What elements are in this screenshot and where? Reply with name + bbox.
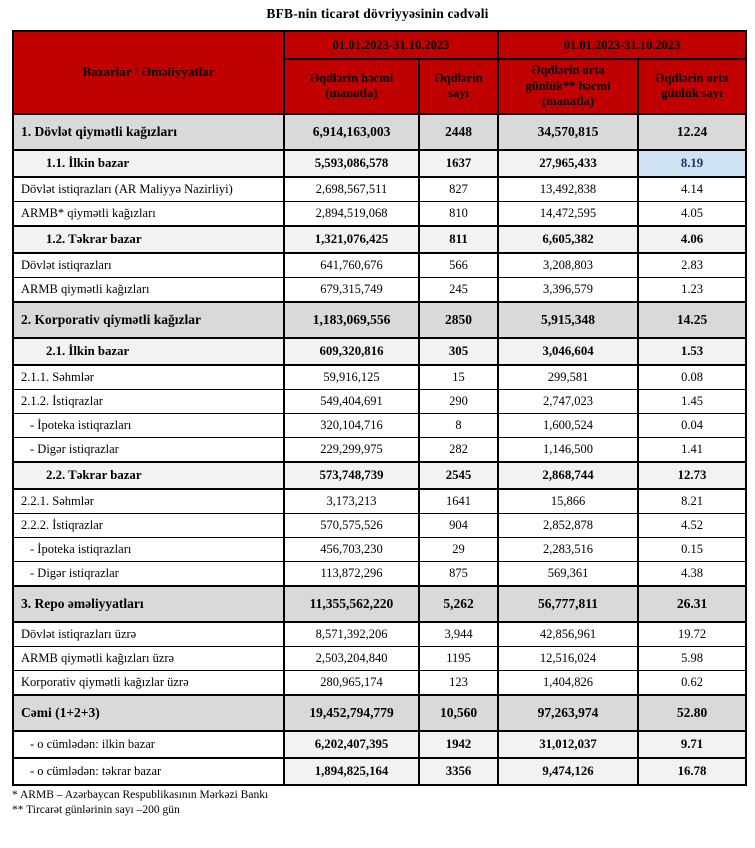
value-cell: 15,866 — [498, 489, 638, 514]
value-cell: 320,104,716 — [284, 413, 419, 437]
value-cell: 641,760,676 — [284, 253, 419, 278]
table-row — [13, 513, 746, 537]
table-row — [13, 586, 746, 622]
value-cell: 299,581 — [498, 365, 638, 390]
table-row — [13, 731, 746, 758]
page-title: BFB-nin ticarət dövriyyəsinin cədvəli — [266, 6, 489, 21]
row-label: - İpoteka istiqrazları — [13, 413, 284, 437]
value-cell: 113,872,296 — [284, 561, 419, 586]
value-cell: 34,570,815 — [498, 114, 638, 150]
table-row — [13, 489, 746, 514]
table-row — [13, 561, 746, 586]
value-cell: 282 — [419, 437, 498, 462]
value-cell: 2,283,516 — [498, 537, 638, 561]
value-cell: 19.72 — [638, 622, 746, 647]
table-row — [13, 537, 746, 561]
value-cell: 97,263,974 — [498, 695, 638, 731]
row-label: 2.2. Təkrar bazar — [13, 462, 284, 489]
value-cell: 15 — [419, 365, 498, 390]
value-cell: 31,012,037 — [498, 731, 638, 758]
table-row — [13, 338, 746, 365]
value-cell: 16.78 — [638, 758, 746, 785]
header-period-2: 01.01.2023-31.10.2023 — [498, 31, 746, 59]
value-cell: 2,747,023 — [498, 389, 638, 413]
table-body — [13, 114, 746, 785]
highlighted-value-cell: 8.19 — [638, 150, 746, 177]
footnotes — [12, 788, 755, 818]
header-period-1: 01.01.2023-31.10.2023 — [284, 31, 498, 59]
value-cell: 904 — [419, 513, 498, 537]
table-row — [13, 695, 746, 731]
value-cell: 1,404,826 — [498, 670, 638, 695]
table-row — [13, 277, 746, 302]
row-label: Dövlət istiqrazları üzrə — [13, 622, 284, 647]
value-cell: 26.31 — [638, 586, 746, 622]
value-cell: 2,852,878 — [498, 513, 638, 537]
value-cell: 12,516,024 — [498, 646, 638, 670]
value-cell: 1.53 — [638, 338, 746, 365]
row-label: - İpoteka istiqrazları — [13, 537, 284, 561]
value-cell: 5,262 — [419, 586, 498, 622]
value-cell: 4.38 — [638, 561, 746, 586]
value-cell: 3356 — [419, 758, 498, 785]
row-label: Korporativ qiymətli kağızlar üzrə — [13, 670, 284, 695]
row-label: ARMB qiymətli kağızları üzrə — [13, 646, 284, 670]
value-cell: 0.04 — [638, 413, 746, 437]
value-cell: 27,965,433 — [498, 150, 638, 177]
value-cell: 56,777,811 — [498, 586, 638, 622]
value-cell: 4.05 — [638, 201, 746, 226]
table-row — [13, 646, 746, 670]
header-sub-daily-volume: Əqdlərin orta günlük** həcmi (manatla) — [498, 59, 638, 114]
value-cell: 12.73 — [638, 462, 746, 489]
row-label: Dövlət istiqrazları — [13, 253, 284, 278]
value-cell: 8 — [419, 413, 498, 437]
value-cell: 2850 — [419, 302, 498, 338]
value-cell: 1,321,076,425 — [284, 226, 419, 253]
table-row — [13, 150, 746, 177]
value-cell: 229,299,975 — [284, 437, 419, 462]
row-label: 2.1.2. İstiqrazlar — [13, 389, 284, 413]
value-cell: 6,914,163,003 — [284, 114, 419, 150]
value-cell: 1.23 — [638, 277, 746, 302]
value-cell: 14,472,595 — [498, 201, 638, 226]
value-cell: 1.45 — [638, 389, 746, 413]
value-cell: 2,894,519,068 — [284, 201, 419, 226]
value-cell: 52.80 — [638, 695, 746, 731]
footnote-trading-days: ** Tircarət günlərinin sayı –200 gün — [12, 803, 180, 816]
value-cell: 1,894,825,164 — [284, 758, 419, 785]
table-row — [13, 302, 746, 338]
value-cell: 679,315,749 — [284, 277, 419, 302]
value-cell: 569,361 — [498, 561, 638, 586]
table-row — [13, 201, 746, 226]
row-label: 1.1. İlkin bazar — [13, 150, 284, 177]
table-row — [13, 670, 746, 695]
value-cell: 13,492,838 — [498, 177, 638, 202]
value-cell: 3,396,579 — [498, 277, 638, 302]
value-cell: 1942 — [419, 731, 498, 758]
row-label: 1.2. Təkrar bazar — [13, 226, 284, 253]
value-cell: 123 — [419, 670, 498, 695]
table-row — [13, 413, 746, 437]
value-cell: 549,404,691 — [284, 389, 419, 413]
row-label: 2.2.1. Səhmlər — [13, 489, 284, 514]
table-row — [13, 253, 746, 278]
table-row — [13, 177, 746, 202]
value-cell: 12.24 — [638, 114, 746, 150]
value-cell: 566 — [419, 253, 498, 278]
header-sub-count: Əqdlərin sayı — [419, 59, 498, 114]
header-sub-volume: Əqdlərin həcmi (manatla) — [284, 59, 419, 114]
value-cell: 245 — [419, 277, 498, 302]
table-row — [13, 758, 746, 785]
value-cell: 2,868,744 — [498, 462, 638, 489]
value-cell: 1,600,524 — [498, 413, 638, 437]
value-cell: 42,856,961 — [498, 622, 638, 647]
value-cell: 1637 — [419, 150, 498, 177]
trading-table — [12, 30, 747, 786]
value-cell: 305 — [419, 338, 498, 365]
row-label: 3. Repo əməliyyatları — [13, 586, 284, 622]
row-label: 1. Dövlət qiymətli kağızları — [13, 114, 284, 150]
value-cell: 4.06 — [638, 226, 746, 253]
value-cell: 827 — [419, 177, 498, 202]
value-cell: 2.83 — [638, 253, 746, 278]
value-cell: 810 — [419, 201, 498, 226]
value-cell: 2,698,567,511 — [284, 177, 419, 202]
row-label: - Digər istiqrazlar — [13, 437, 284, 462]
value-cell: 1641 — [419, 489, 498, 514]
value-cell: 5,915,348 — [498, 302, 638, 338]
row-label: ARMB* qiymətli kağızları — [13, 201, 284, 226]
value-cell: 0.62 — [638, 670, 746, 695]
value-cell: 456,703,230 — [284, 537, 419, 561]
value-cell: 8.21 — [638, 489, 746, 514]
value-cell: 1195 — [419, 646, 498, 670]
row-label: Cəmi (1+2+3) — [13, 695, 284, 731]
value-cell: 14.25 — [638, 302, 746, 338]
value-cell: 10,560 — [419, 695, 498, 731]
footnote-armb: * ARMB – Azərbaycan Respublikasının Mərkəzi Bankı — [12, 788, 269, 801]
value-cell: 811 — [419, 226, 498, 253]
value-cell: 5.98 — [638, 646, 746, 670]
value-cell: 11,355,562,220 — [284, 586, 419, 622]
value-cell: 59,916,125 — [284, 365, 419, 390]
table-row — [13, 462, 746, 489]
header-markets-label: Bazarlar / Əməliyyatlar — [13, 31, 284, 114]
value-cell: 19,452,794,779 — [284, 695, 419, 731]
table-row — [13, 437, 746, 462]
row-label: ARMB qiymətli kağızları — [13, 277, 284, 302]
value-cell: 3,046,604 — [498, 338, 638, 365]
value-cell: 8,571,392,206 — [284, 622, 419, 647]
value-cell: 1,146,500 — [498, 437, 638, 462]
value-cell: 4.14 — [638, 177, 746, 202]
value-cell: 6,202,407,395 — [284, 731, 419, 758]
value-cell: 1.41 — [638, 437, 746, 462]
value-cell: 9,474,126 — [498, 758, 638, 785]
table-row — [13, 622, 746, 647]
value-cell: 573,748,739 — [284, 462, 419, 489]
value-cell: 3,173,213 — [284, 489, 419, 514]
value-cell: 6,605,382 — [498, 226, 638, 253]
value-cell: 2545 — [419, 462, 498, 489]
row-label: 2.2.2. İstiqrazlar — [13, 513, 284, 537]
row-label: 2.1.1. Səhmlər — [13, 365, 284, 390]
row-label: Dövlət istiqrazları (AR Maliyyə Nazirliyi) — [13, 177, 284, 202]
value-cell: 4.52 — [638, 513, 746, 537]
value-cell: 1,183,069,556 — [284, 302, 419, 338]
value-cell: 9.71 — [638, 731, 746, 758]
table-row — [13, 389, 746, 413]
row-label: - Digər istiqrazlar — [13, 561, 284, 586]
row-label: 2. Korporativ qiymətli kağızlar — [13, 302, 284, 338]
table-row — [13, 226, 746, 253]
value-cell: 3,944 — [419, 622, 498, 647]
table-row — [13, 365, 746, 390]
row-label: - o cümlədən: təkrar bazar — [13, 758, 284, 785]
value-cell: 5,593,086,578 — [284, 150, 419, 177]
value-cell: 609,320,816 — [284, 338, 419, 365]
value-cell: 3,208,803 — [498, 253, 638, 278]
value-cell: 0.08 — [638, 365, 746, 390]
row-label: 2.1. İlkin bazar — [13, 338, 284, 365]
value-cell: 570,575,526 — [284, 513, 419, 537]
value-cell: 2,503,204,840 — [284, 646, 419, 670]
table-row — [13, 114, 746, 150]
value-cell: 29 — [419, 537, 498, 561]
value-cell: 280,965,174 — [284, 670, 419, 695]
value-cell: 2448 — [419, 114, 498, 150]
header-period-row — [13, 31, 746, 59]
header-sub-daily-count: Əqdlərin orta günlük sayı — [638, 59, 746, 114]
row-label: - o cümlədən: ilkin bazar — [13, 731, 284, 758]
value-cell: 0.15 — [638, 537, 746, 561]
table-header — [13, 31, 746, 114]
value-cell: 290 — [419, 389, 498, 413]
value-cell: 875 — [419, 561, 498, 586]
